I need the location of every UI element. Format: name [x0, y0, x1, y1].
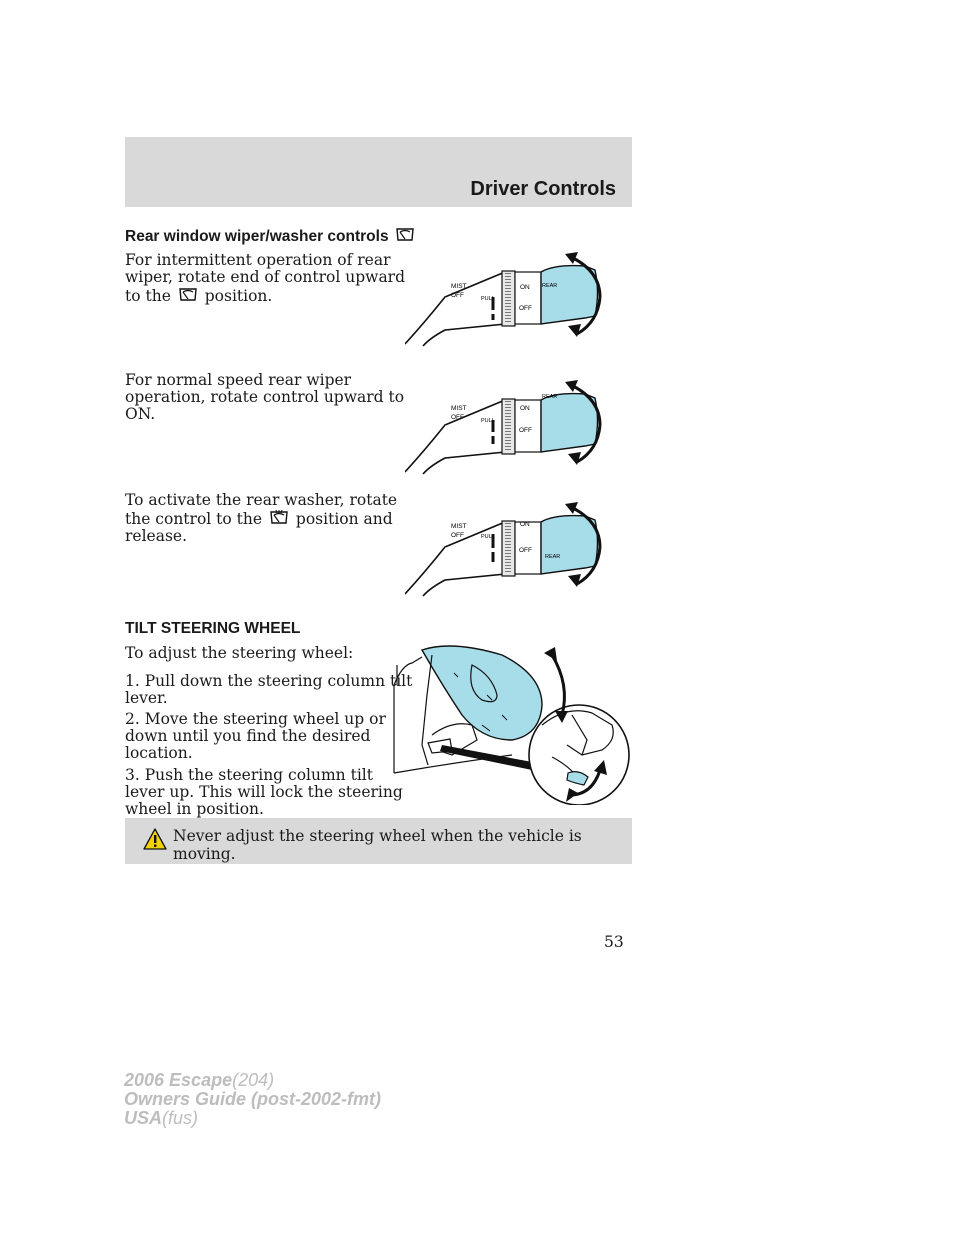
rear-washer-icon [269, 509, 289, 527]
rear-washer-para: To activate the rear washer, rotate the control to the position and release. [125, 491, 398, 545]
stalk-label-off: OFF [451, 414, 464, 421]
stalk-label-off-rear: OFF [519, 427, 532, 434]
stalk-label-mist: MIST [451, 283, 467, 290]
footer [124, 1071, 381, 1128]
rear-wiper-para-normal: For normal speed rear wiper operation, rotate control upward to ON. [125, 371, 405, 423]
rear-wiper-stalk-figure-normal [405, 370, 620, 475]
tilt-step-1: 1. Pull down the steering column tilt lever. [125, 672, 413, 707]
tilt-step-2: 2. Move the steering wheel up or down until you find the desired location. [125, 710, 386, 762]
rear-wiper-icon [178, 286, 198, 304]
stalk-label-mist: MIST [451, 405, 467, 412]
stalk-label-rear: REAR [542, 283, 558, 289]
rear-washer-stalk-figure [405, 492, 620, 597]
stalk-label-off: OFF [451, 532, 464, 539]
footer-model: 2006 Escape [124, 1070, 233, 1090]
stalk-label-rear: REAR [542, 394, 558, 400]
stalk-label-pull: PULL [481, 296, 495, 302]
tilt-step-3: 3. Push the steering column tilt lever up. This will lock the steering wheel in position. [125, 766, 403, 818]
tilt-steering-heading: TILT STEERING WHEEL [125, 620, 301, 637]
stalk-label-pull: PULL [481, 418, 495, 424]
warning-triangle-icon [143, 828, 167, 850]
stalk-label-rear: REAR [545, 554, 561, 560]
warning-box [125, 818, 632, 864]
stalk-label-on: ON [520, 521, 530, 528]
footer-model-code: (204) [232, 1070, 275, 1090]
stalk-label-on: ON [520, 405, 530, 412]
rear-wiper-stalk-figure-intermittent [405, 242, 620, 347]
stalk-label-mist: MIST [451, 523, 467, 530]
rear-wiper-heading: Rear window wiper/washer controls [125, 226, 417, 246]
warning-text: Never adjust the steering wheel when the vehicle is moving. [173, 827, 582, 863]
rear-wiper-para-intermittent: For intermittent operation of rear wiper, rotate end of control upward to the position. [125, 251, 406, 305]
footer-region: USA [124, 1108, 163, 1128]
stalk-label-pull: PULL [481, 534, 495, 540]
tilt-intro: To adjust the steering wheel: [125, 644, 354, 662]
stalk-label-off-rear: OFF [519, 547, 532, 554]
footer-region-code: (fus) [162, 1108, 199, 1128]
tilt-steering-figure [392, 645, 632, 805]
stalk-label-on: ON [520, 284, 530, 291]
page-number: 53 [604, 933, 624, 951]
header-band [125, 137, 632, 207]
section-title: Driver Controls [470, 178, 616, 200]
footer-guide: Owners Guide (post-2002-fmt) [124, 1089, 382, 1109]
stalk-label-off: OFF [451, 292, 464, 299]
stalk-label-off-rear: OFF [519, 305, 532, 312]
